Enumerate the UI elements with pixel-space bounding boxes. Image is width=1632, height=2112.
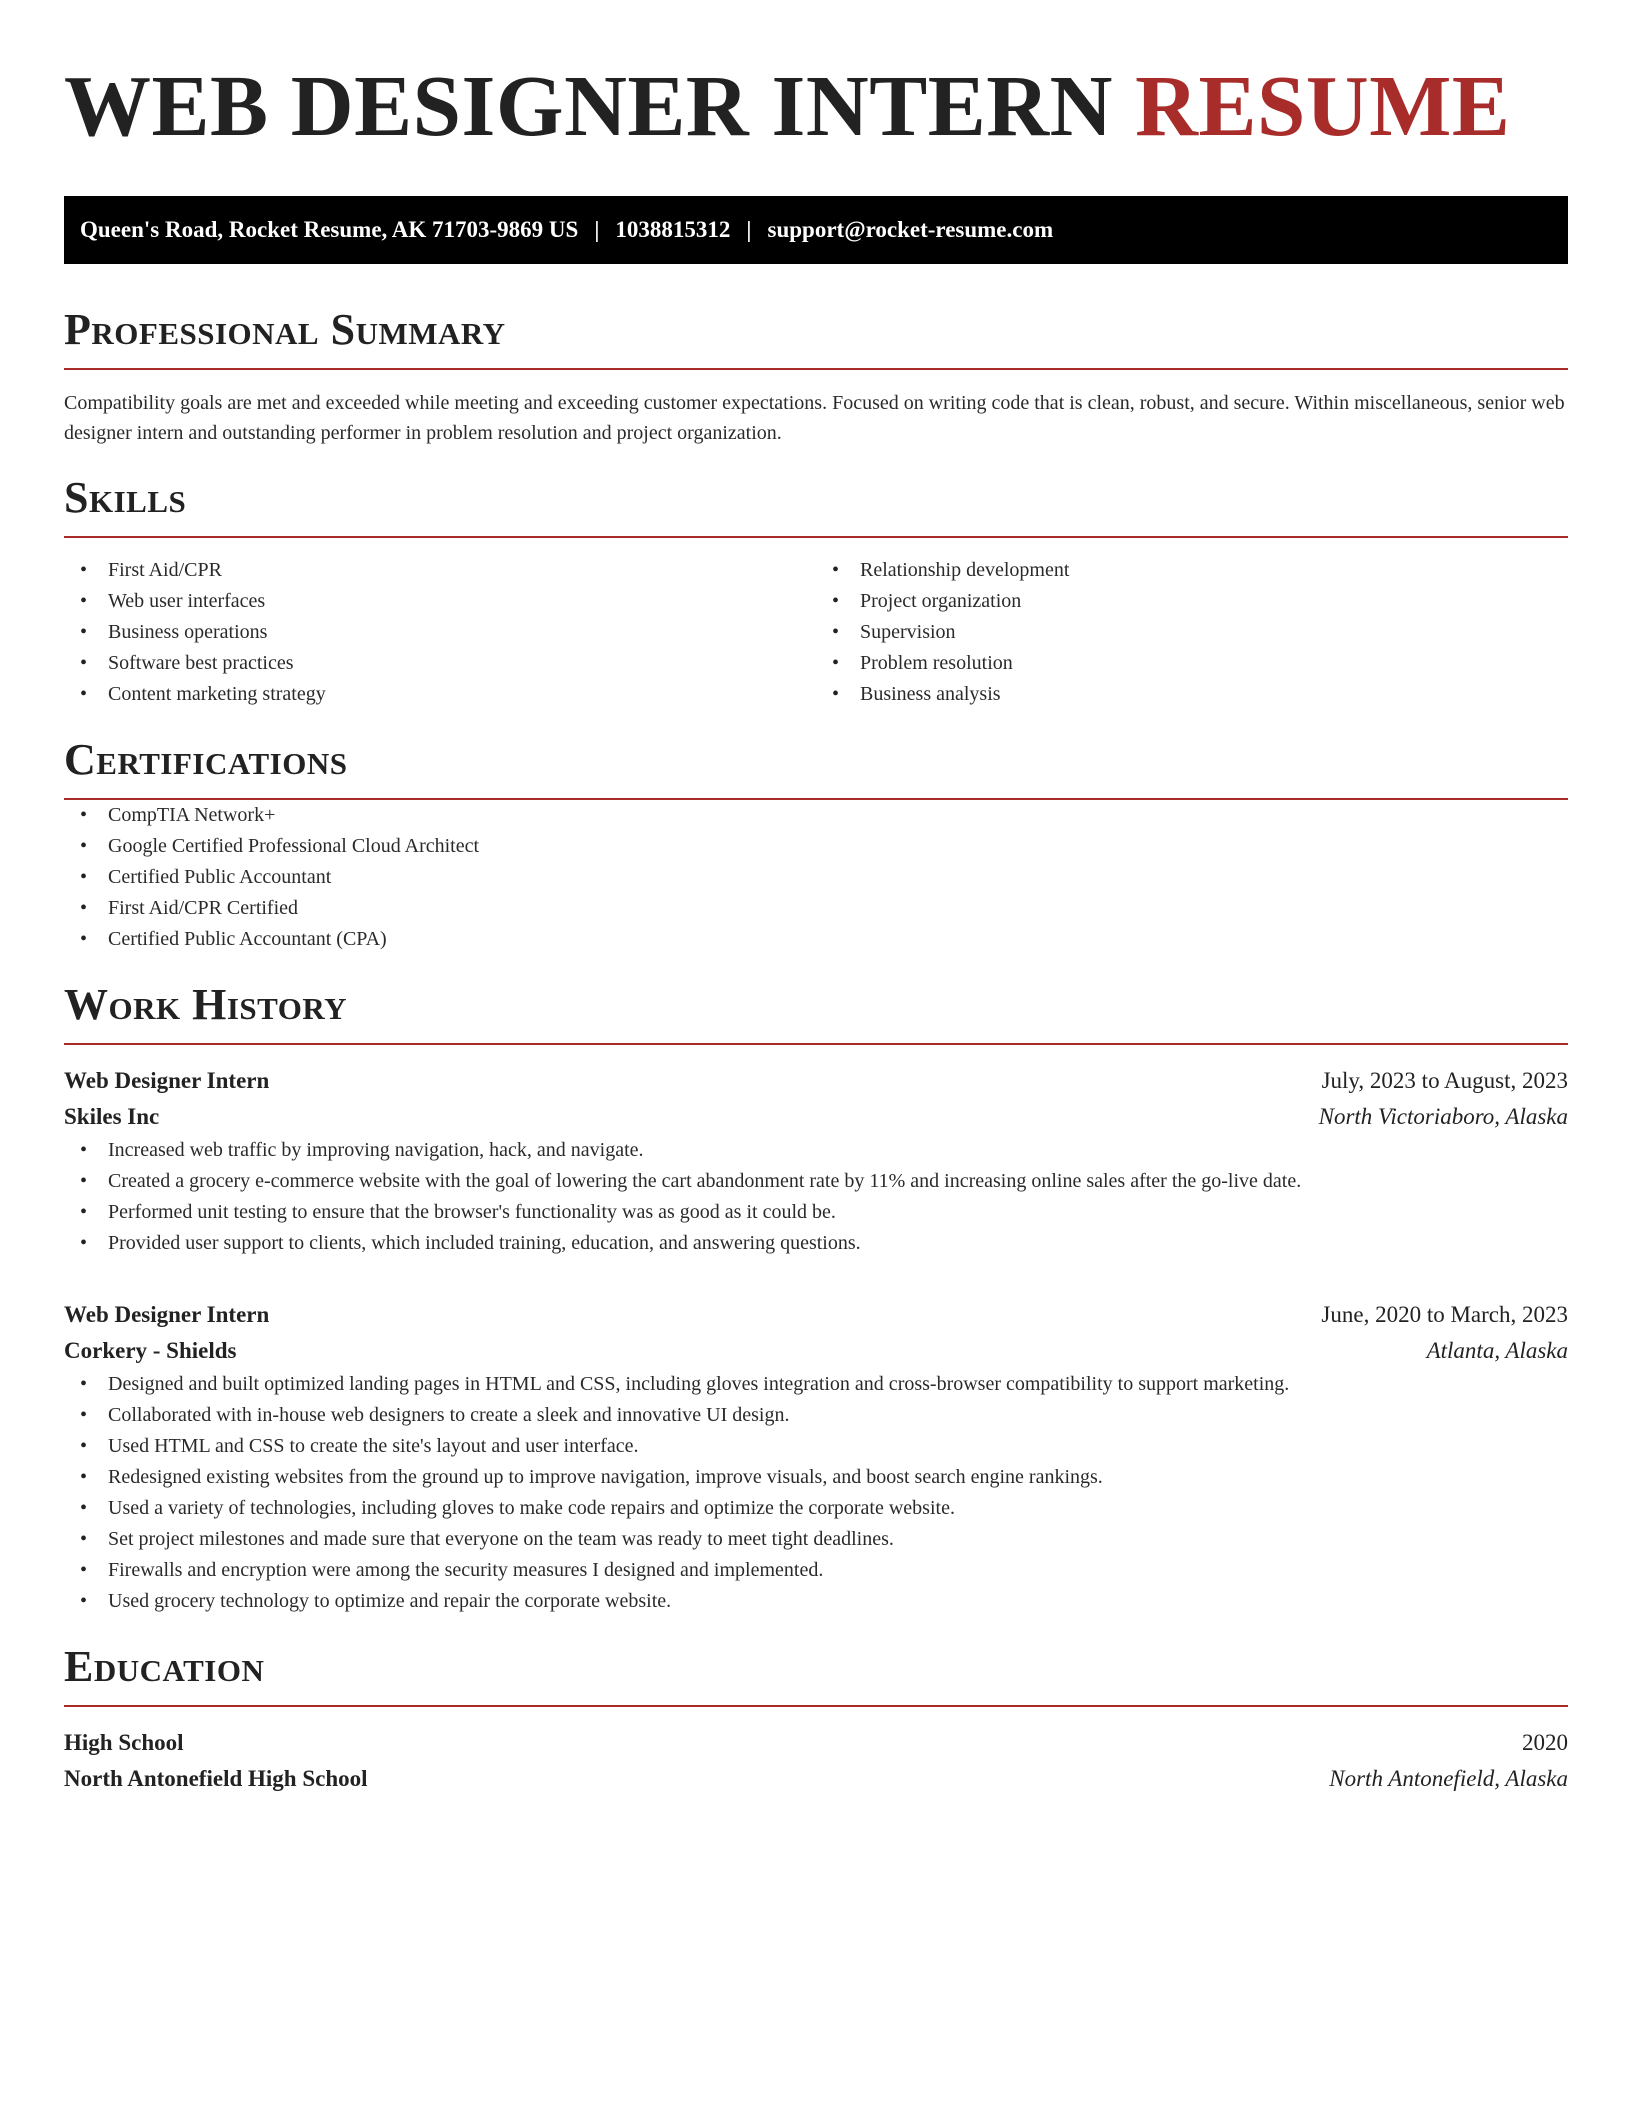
certifications-heading: Certifications bbox=[64, 735, 348, 784]
education-entry bbox=[64, 1725, 1568, 1797]
summary-heading: Professional Summary bbox=[64, 305, 506, 354]
section-divider bbox=[64, 1705, 1568, 1707]
skill-item: • Problem resolution bbox=[816, 648, 1568, 679]
certification-item: • First Aid/CPR Certified bbox=[64, 893, 1568, 924]
job-bullet: • Collaborated with in-house web designers to create a sleek and innovative UI design. bbox=[64, 1400, 1568, 1431]
skill-item: • Relationship development bbox=[816, 555, 1568, 586]
job-bullet: • Increased web traffic by improving navigation, hack, and navigate. bbox=[64, 1135, 1568, 1166]
contact-separator: | bbox=[594, 217, 600, 242]
section-divider bbox=[64, 1043, 1568, 1045]
skills-column-left bbox=[64, 555, 816, 710]
skills-heading: Skills bbox=[64, 473, 187, 522]
skill-item: • Web user interfaces bbox=[64, 586, 816, 617]
contact-email: support@rocket-resume.com bbox=[767, 217, 1054, 242]
skill-item: • Project organization bbox=[816, 586, 1568, 617]
job-dates: July, 2023 to August, 2023 bbox=[1321, 1068, 1568, 1093]
skill-item: • Supervision bbox=[816, 617, 1568, 648]
work-history-heading: Work History bbox=[64, 980, 348, 1029]
certifications-list bbox=[64, 800, 1568, 955]
summary-text: Compatibility goals are met and exceeded while meeting and exceeding customer expectations. Focused on writing code that is clean, robust, and secure. Within miscellaneous, senior web designer intern and outstanding performer in problem resolution and project organization. bbox=[64, 392, 1565, 444]
skill-item: • First Aid/CPR bbox=[64, 555, 816, 586]
skill-item: • Content marketing strategy bbox=[64, 679, 816, 710]
job-company-row bbox=[64, 1099, 1568, 1135]
job-bullet: • Redesigned existing websites from the ground up to improve navigation, improve visuals, and boost search engine rankings. bbox=[64, 1462, 1568, 1493]
job-bullet: • Provided user support to clients, which included training, education, and answering questions. bbox=[64, 1228, 1568, 1259]
title-main: WEB DESIGNER INTERN bbox=[64, 57, 1113, 154]
job-entry bbox=[64, 1297, 1568, 1617]
summary-section bbox=[64, 304, 1568, 448]
job-header-row bbox=[64, 1297, 1568, 1333]
job-bullets bbox=[64, 1135, 1568, 1259]
education-school-row bbox=[64, 1761, 1568, 1797]
job-role: Web Designer Intern bbox=[64, 1068, 270, 1093]
job-entry bbox=[64, 1063, 1568, 1259]
contact-separator: | bbox=[746, 217, 752, 242]
skills-list-right bbox=[816, 555, 1568, 710]
education-section bbox=[64, 1641, 1568, 1797]
job-company-row bbox=[64, 1333, 1568, 1369]
job-bullet: • Firewalls and encryption were among the security measures I designed and implemented. bbox=[64, 1555, 1568, 1586]
job-header-row bbox=[64, 1063, 1568, 1099]
skills-grid bbox=[64, 555, 1568, 710]
job-bullet: • Used a variety of technologies, including gloves to make code repairs and optimize the corporate website. bbox=[64, 1493, 1568, 1524]
job-bullets bbox=[64, 1369, 1568, 1617]
skills-list-left bbox=[64, 555, 816, 710]
job-bullet: • Used grocery technology to optimize and repair the corporate website. bbox=[64, 1586, 1568, 1617]
certification-item: • CompTIA Network+ bbox=[64, 800, 1568, 831]
resume-title bbox=[64, 56, 1568, 156]
section-divider bbox=[64, 536, 1568, 538]
contact-phone: 1038815312 bbox=[615, 217, 731, 242]
education-school: North Antonefield High School bbox=[64, 1766, 368, 1791]
skills-column-right bbox=[816, 555, 1568, 710]
certification-item: • Google Certified Professional Cloud Architect bbox=[64, 831, 1568, 862]
job-bullet: • Created a grocery e-commerce website with the goal of lowering the cart abandonment rate by 11% and increasing online sales after the go-live date. bbox=[64, 1166, 1568, 1197]
certification-item: • Certified Public Accountant (CPA) bbox=[64, 924, 1568, 955]
certifications-section bbox=[64, 734, 1568, 955]
education-degree-row bbox=[64, 1725, 1568, 1761]
skill-item: • Business analysis bbox=[816, 679, 1568, 710]
education-heading: Education bbox=[64, 1642, 265, 1691]
job-bullet: • Set project milestones and made sure that everyone on the team was ready to meet tight deadlines. bbox=[64, 1524, 1568, 1555]
job-role: Web Designer Intern bbox=[64, 1302, 270, 1327]
section-divider bbox=[64, 368, 1568, 370]
job-bullet: • Designed and built optimized landing pages in HTML and CSS, including gloves integration and cross-browser compatibility to support marketing. bbox=[64, 1369, 1568, 1400]
skill-item: • Software best practices bbox=[64, 648, 816, 679]
job-company: Corkery - Shields bbox=[64, 1338, 237, 1363]
job-location: Atlanta, Alaska bbox=[1426, 1338, 1568, 1363]
job-bullet: • Performed unit testing to ensure that the browser's functionality was as good as it could be. bbox=[64, 1197, 1568, 1228]
contact-address: Queen's Road, Rocket Resume, AK 71703-9869 US bbox=[80, 217, 579, 242]
education-year: 2020 bbox=[1522, 1730, 1568, 1755]
education-degree: High School bbox=[64, 1730, 184, 1755]
skill-item: • Business operations bbox=[64, 617, 816, 648]
job-dates: June, 2020 to March, 2023 bbox=[1321, 1302, 1568, 1327]
title-accent: RESUME bbox=[1135, 57, 1511, 154]
education-location: North Antonefield, Alaska bbox=[1329, 1766, 1568, 1791]
work-history-section bbox=[64, 979, 1568, 1617]
job-location: North Victoriaboro, Alaska bbox=[1318, 1104, 1568, 1129]
job-bullet: • Used HTML and CSS to create the site's layout and user interface. bbox=[64, 1431, 1568, 1462]
certification-item: • Certified Public Accountant bbox=[64, 862, 1568, 893]
contact-bar bbox=[64, 196, 1568, 264]
job-company: Skiles Inc bbox=[64, 1104, 160, 1129]
skills-section bbox=[64, 472, 1568, 710]
